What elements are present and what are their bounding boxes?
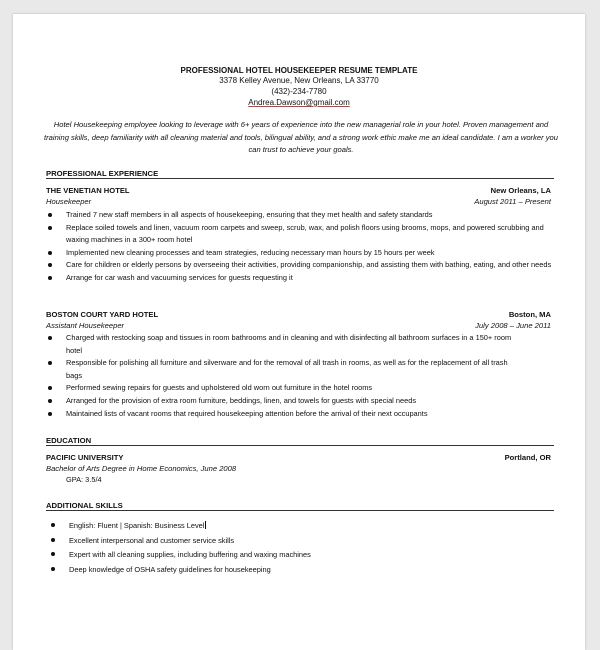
resume-page bbox=[13, 14, 585, 650]
bullet-icon bbox=[48, 386, 52, 390]
contact-email[interactable]: Andrea.Dawson@gmail.com bbox=[248, 98, 350, 107]
job-bullet-list bbox=[48, 332, 523, 420]
employer-location: Boston, MA bbox=[508, 310, 551, 319]
list-item: Charged with restocking soap and tissues in room bathrooms and in cleaning and with disinfecting all bathroom surfaces in a 150+ room hotel bbox=[48, 332, 523, 357]
degree: Bachelor of Arts Degree in Home Economics, June 2008 bbox=[46, 464, 237, 473]
bullet-icon bbox=[48, 251, 52, 255]
list-item: Deep knowledge of OSHA safety guidelines for housekeeping bbox=[51, 563, 531, 578]
job-dates: August 2011 – Present bbox=[474, 197, 551, 206]
contact-address: 3378 Kelley Avenue, New Orleans, LA 33770 bbox=[219, 76, 379, 85]
contact-email-line bbox=[13, 98, 585, 107]
list-item: Expert with all cleaning supplies, including buffering and waxing machines bbox=[51, 548, 531, 563]
school-location: Portland, OR bbox=[504, 453, 551, 462]
section-title: EDUCATION bbox=[46, 436, 92, 445]
bullet-icon bbox=[48, 213, 52, 217]
list-item: Performed sewing repairs for guests and upholstered old worn out furniture in the hotel rooms bbox=[48, 382, 523, 395]
list-item: Implemented new cleaning processes and team strategies, reducing necessary man hours by 15 hours per week bbox=[48, 247, 558, 260]
bullet-icon bbox=[48, 276, 52, 280]
text-cursor bbox=[205, 521, 206, 529]
job-role: Housekeeper bbox=[46, 197, 92, 206]
employer-name: THE VENETIAN HOTEL bbox=[46, 186, 130, 195]
contact-phone: (432)-234-7780 bbox=[271, 87, 327, 96]
employer-name: BOSTON COURT YARD HOTEL bbox=[46, 310, 159, 319]
bullet-icon bbox=[51, 538, 55, 542]
employer-location: New Orleans, LA bbox=[490, 186, 551, 195]
bullet-icon bbox=[48, 361, 52, 365]
bullet-icon bbox=[48, 263, 52, 267]
list-item: Arrange for car wash and vacuuming services for guests requesting it bbox=[48, 272, 558, 285]
bullet-icon bbox=[51, 523, 55, 527]
bullet-icon bbox=[51, 567, 55, 571]
list-item: Responsible for polishing all furniture and silverware and for the removal of all trash in rooms, as well as for the replacement of all trash bags bbox=[48, 357, 523, 382]
list-item: Replace soiled towels and linen, vacuum room carpets and sweep, scrub, wax, and polish floors using brooms, mops, and powered scrubbing and waxing machines in a 300+ room hotel bbox=[48, 222, 558, 247]
list-item: Maintained lists of vacant rooms that required housekeeping attention before the arrival of their next occupants bbox=[48, 408, 523, 421]
section-title: ADDITIONAL SKILLS bbox=[46, 501, 123, 510]
school-name: PACIFIC UNIVERSITY bbox=[46, 453, 124, 462]
job-bullet-list bbox=[48, 209, 558, 285]
job-role: Assistant Housekeeper bbox=[46, 321, 125, 330]
skills-bullet-list bbox=[51, 519, 531, 577]
gpa: GPA: 3.5/4 bbox=[66, 475, 102, 484]
list-item: Excellent interpersonal and customer service skills bbox=[51, 534, 531, 549]
section-title: PROFESSIONAL EXPERIENCE bbox=[46, 169, 159, 178]
section-header-skills bbox=[46, 501, 554, 511]
bullet-icon bbox=[51, 552, 55, 556]
bullet-icon bbox=[48, 412, 52, 416]
resume-title: PROFESSIONAL HOTEL HOUSEKEEPER RESUME TEMPLATE bbox=[180, 66, 418, 75]
list-item: Care for children or elderly persons by overseeing their activities, providing companionship, and assisting them with bathing, eating, and other needs bbox=[48, 259, 558, 272]
list-item: Arranged for the provision of extra room furniture, beddings, linen, and towels for guests with special needs bbox=[48, 395, 523, 408]
professional-summary: Hotel Housekeeping employee looking to leverage with 6+ years of experience into the new managerial role in your hotel. Proven management and training skills, deep familiarity with all cleaning material and tools, bilingual ability, and a strong work ethic make me an ideal candidate. I am a worker you can trust to achieve your goals. bbox=[44, 120, 558, 154]
job-dates: July 2008 – June 2011 bbox=[475, 321, 551, 330]
list-item: Trained 7 new staff members in all aspects of housekeeping, ensuring that they met health and safety standards bbox=[48, 209, 558, 222]
section-header-experience bbox=[46, 169, 554, 179]
bullet-icon bbox=[48, 226, 52, 230]
list-item: English: Fluent | Spanish: Business Level bbox=[51, 519, 531, 534]
bullet-icon bbox=[48, 399, 52, 403]
bullet-icon bbox=[48, 336, 52, 340]
section-header-education bbox=[46, 436, 554, 446]
